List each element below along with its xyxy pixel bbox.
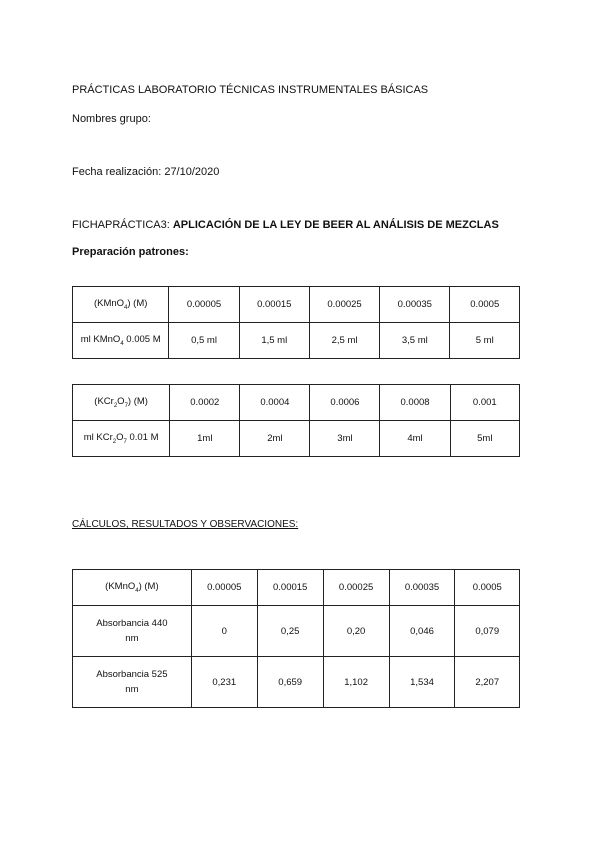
table-cell: 5 ml — [450, 323, 520, 359]
table-row — [73, 570, 520, 606]
practice-title — [72, 219, 499, 231]
table-cell: 0.001 — [450, 385, 519, 421]
table-cell: 0,25 — [257, 606, 323, 657]
table-header-cell: Absorbancia 525 nm — [73, 657, 192, 708]
table-cell: 0.00025 — [323, 570, 389, 606]
table-header-cell: (KMnO$_4$) (M) — [73, 287, 169, 323]
table-cell: 2,207 — [455, 657, 520, 708]
table-cell: 0,5 ml — [169, 323, 239, 359]
table-cell: 4ml — [380, 421, 450, 457]
table-kmno4-prep — [72, 286, 520, 359]
prep-heading: Preparación patrones: — [72, 246, 189, 258]
table-kcr2o7-prep — [72, 384, 520, 457]
table-cell: 0.00005 — [169, 287, 239, 323]
table-header-cell: (KMnO$_4$) (M) — [73, 570, 192, 606]
table-cell: 0.0006 — [310, 385, 380, 421]
practice-prefix: FICHAPRÁCTICA3: — [72, 219, 173, 231]
group-names-label: Nombres grupo: — [72, 113, 151, 125]
table-cell: 0,231 — [191, 657, 257, 708]
table-cell: 0.0008 — [380, 385, 450, 421]
table-cell: 0.00015 — [257, 570, 323, 606]
results-heading: CÁLCULOS, RESULTADOS Y OBSERVACIONES: — [72, 519, 299, 530]
table-cell: 2ml — [240, 421, 310, 457]
document-title: PRÁCTICAS LABORATORIO TÉCNICAS INSTRUMENTALES BÁSICAS — [72, 84, 429, 96]
practice-name: APLICACIÓN DE LA LEY DE BEER AL ANÁLISIS DE MEZCLAS — [172, 219, 499, 231]
table-header-cell: Absorbancia 440 nm — [73, 606, 192, 657]
table-cell: 0.0005 — [450, 287, 520, 323]
table-row — [73, 606, 520, 657]
table-cell: 0,079 — [455, 606, 520, 657]
table-cell: 1,102 — [323, 657, 389, 708]
table-cell: 2,5 ml — [309, 323, 379, 359]
table-cell: 1,534 — [389, 657, 455, 708]
table-cell: 0.0002 — [170, 385, 240, 421]
table-cell: 3,5 ml — [380, 323, 450, 359]
table-header-cell: $(KCr_2O_7)$ (M) — [73, 385, 170, 421]
table-cell: 3ml — [310, 421, 380, 457]
table-cell: 1ml — [170, 421, 240, 457]
date-label: Fecha realización: 27/10/2020 — [72, 166, 220, 178]
table-row — [73, 323, 520, 359]
table-row — [73, 287, 520, 323]
table-row — [73, 421, 520, 457]
table-row — [73, 657, 520, 708]
table-cell: 0,046 — [389, 606, 455, 657]
table-cell: 5ml — [450, 421, 519, 457]
table-cell: 1,5 ml — [239, 323, 309, 359]
table-cell: 0,20 — [323, 606, 389, 657]
table-header-cell: ml $KCr_2O_7$ 0.01 M — [73, 421, 170, 457]
table-header-cell: ml KMnO$_4$ 0.005 M — [73, 323, 169, 359]
table-absorbance-results — [72, 569, 520, 708]
table-cell: 0.00025 — [309, 287, 379, 323]
table-cell: 0,659 — [257, 657, 323, 708]
table-cell: 0.00035 — [389, 570, 455, 606]
table-cell: 0.00015 — [239, 287, 309, 323]
table-cell: 0.00005 — [191, 570, 257, 606]
table-cell: 0.00035 — [380, 287, 450, 323]
table-cell: 0.0005 — [455, 570, 520, 606]
table-row — [73, 385, 520, 421]
table-cell: 0 — [191, 606, 257, 657]
table-cell: 0.0004 — [240, 385, 310, 421]
